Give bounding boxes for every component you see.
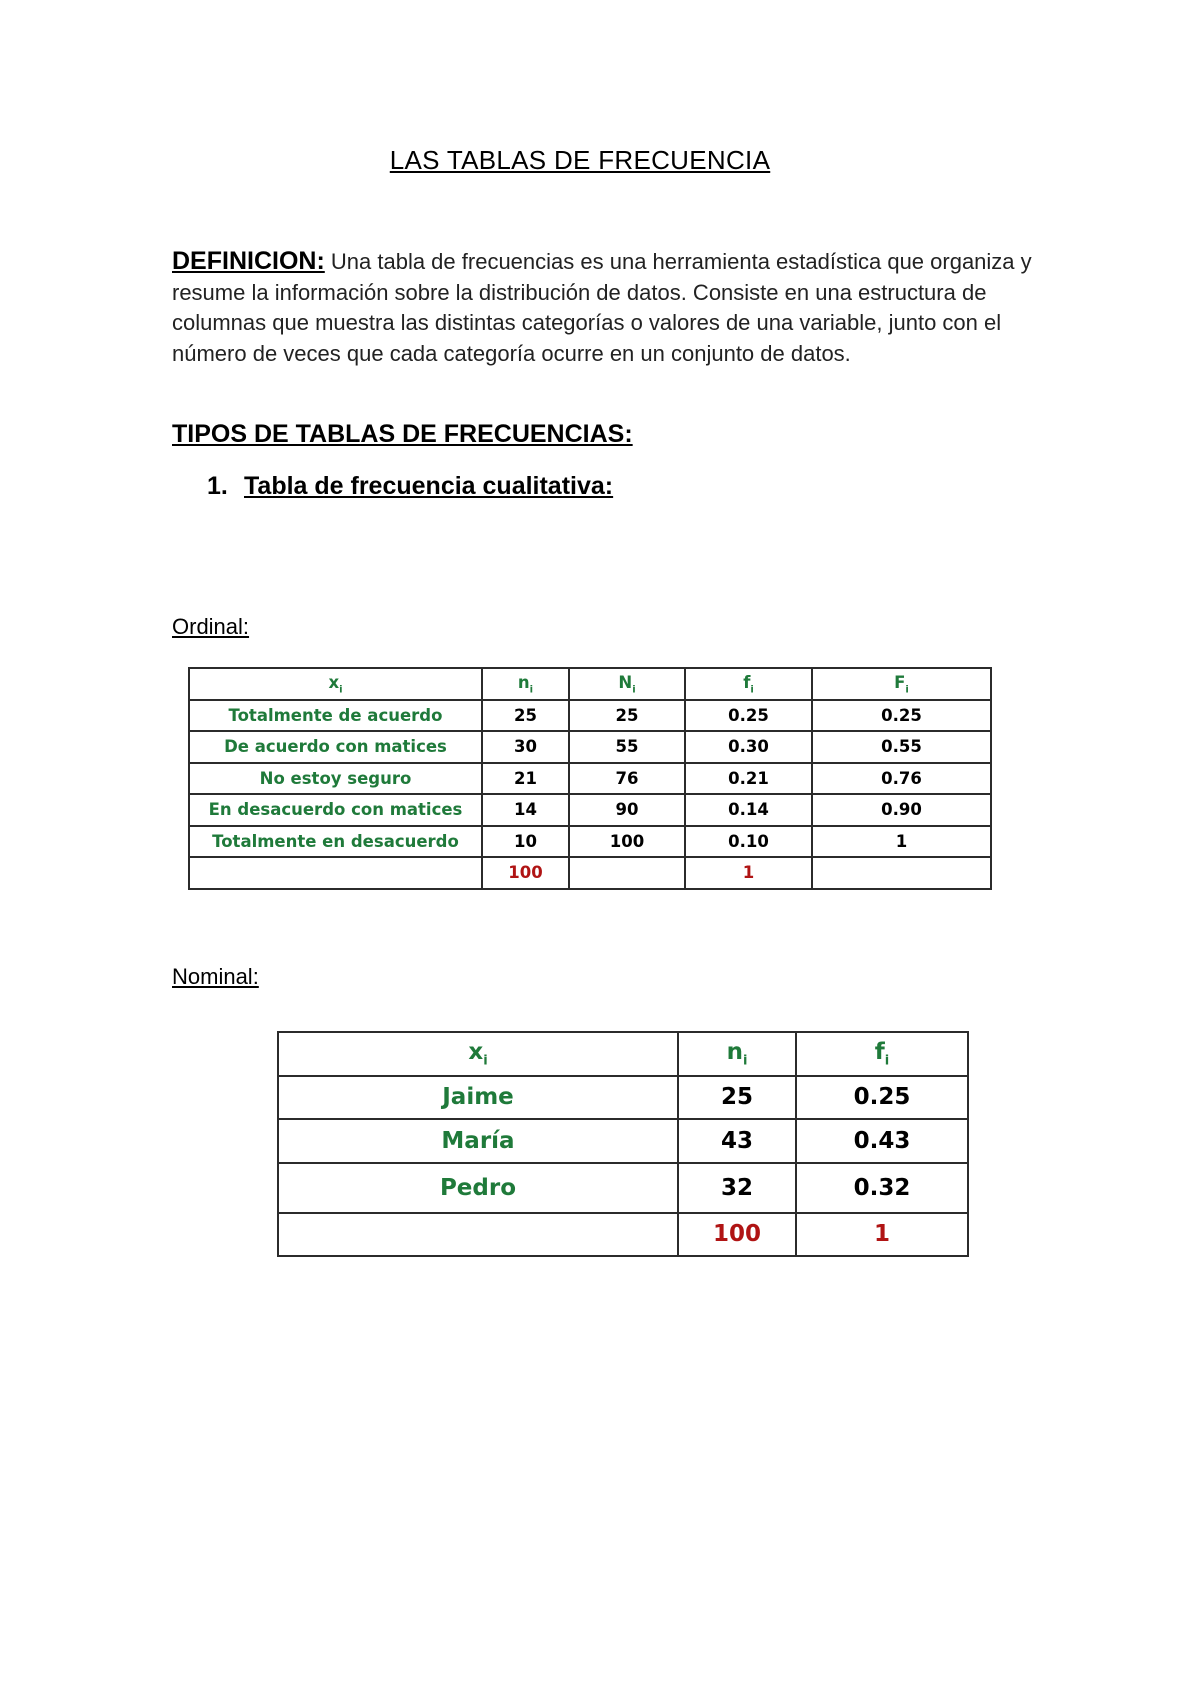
table-cell: 1 — [812, 826, 991, 858]
header-fi: $f_i$ — [796, 1032, 968, 1076]
table-cell: 76 — [569, 763, 685, 795]
table-row — [278, 1119, 968, 1163]
table-cell: 10 — [482, 826, 569, 858]
header-ni: $n_i$ — [678, 1032, 796, 1076]
table-cell: 0.25 — [685, 700, 812, 732]
table-cell: 21 — [482, 763, 569, 795]
table-cell: Totalmente de acuerdo — [189, 700, 482, 732]
table-cell: 0.32 — [796, 1163, 968, 1213]
totals-row — [278, 1213, 968, 1257]
definition-paragraph — [172, 246, 1032, 369]
table-cell: 55 — [569, 731, 685, 763]
total-cell: 100 — [678, 1213, 796, 1257]
table-row — [278, 1076, 968, 1120]
table-row — [189, 731, 991, 763]
total-cell — [569, 857, 685, 889]
list-item-qualitative — [207, 472, 613, 501]
table-row — [189, 826, 991, 858]
table-cell: No estoy seguro — [189, 763, 482, 795]
list-number: 1. — [207, 472, 228, 500]
table-cell: 0.76 — [812, 763, 991, 795]
table-cell: 0.90 — [812, 794, 991, 826]
total-cell — [189, 857, 482, 889]
table-cell: 0.43 — [796, 1119, 968, 1163]
table-cell: 0.25 — [812, 700, 991, 732]
table-cell: De acuerdo con matices — [189, 731, 482, 763]
page-title: LAS TABLAS DE FRECUENCIA — [389, 145, 771, 175]
table-cell: 0.25 — [796, 1076, 968, 1120]
total-cell — [278, 1213, 678, 1257]
total-cell: 100 — [482, 857, 569, 889]
definition-label: DEFINICION: — [172, 247, 325, 275]
totals-row — [189, 857, 991, 889]
total-cell: 1 — [685, 857, 812, 889]
header-Ni: $N_i$ — [569, 668, 685, 700]
table-cell: 25 — [678, 1076, 796, 1120]
header-xi: $x_i$ — [189, 668, 482, 700]
list-text: Tabla de frecuencia cualitativa: — [244, 472, 614, 500]
table-cell: 30 — [482, 731, 569, 763]
table-cell: 25 — [569, 700, 685, 732]
table-cell: 0.14 — [685, 794, 812, 826]
nominal-frequency-table — [277, 1031, 969, 1257]
ordinal-frequency-table — [188, 667, 992, 890]
table-cell: Pedro — [278, 1163, 678, 1213]
table-row — [189, 700, 991, 732]
section-heading: TIPOS DE TABLAS DE FRECUENCIAS: — [172, 420, 633, 448]
definition-text: Una tabla de frecuencias es una herramienta estadística que organiza y resume la información sobre la distribución de datos. Consiste en una estructura de columnas que muestra las distintas categorías o valores de una variable, junto con el número de veces que cada categoría ocurre en un conjunto de datos. — [172, 249, 1032, 366]
table-cell: 0.10 — [685, 826, 812, 858]
table-cell: 14 — [482, 794, 569, 826]
table-row — [189, 763, 991, 795]
header-ni: $n_i$ — [482, 668, 569, 700]
table-cell: Totalmente en desacuerdo — [189, 826, 482, 858]
table-cell: Jaime — [278, 1076, 678, 1120]
total-cell: 1 — [796, 1213, 968, 1257]
ordinal-subheading: Ordinal: — [172, 614, 250, 639]
header-fi: $f_i$ — [685, 668, 812, 700]
table-cell: 0.30 — [685, 731, 812, 763]
table-cell: 0.55 — [812, 731, 991, 763]
table-cell: 25 — [482, 700, 569, 732]
total-cell — [812, 857, 991, 889]
table-header-row — [189, 668, 991, 700]
table-cell: 90 — [569, 794, 685, 826]
table-row — [278, 1163, 968, 1213]
table-cell: 0.21 — [685, 763, 812, 795]
table-cell: 100 — [569, 826, 685, 858]
nominal-subheading: Nominal: — [172, 964, 259, 989]
table-cell: 32 — [678, 1163, 796, 1213]
table-cell: María — [278, 1119, 678, 1163]
table-row — [189, 794, 991, 826]
header-Fi: $F_i$ — [812, 668, 991, 700]
table-header-row — [278, 1032, 968, 1076]
header-xi: $x_i$ — [278, 1032, 678, 1076]
table-cell: 43 — [678, 1119, 796, 1163]
table-cell: En desacuerdo con matices — [189, 794, 482, 826]
